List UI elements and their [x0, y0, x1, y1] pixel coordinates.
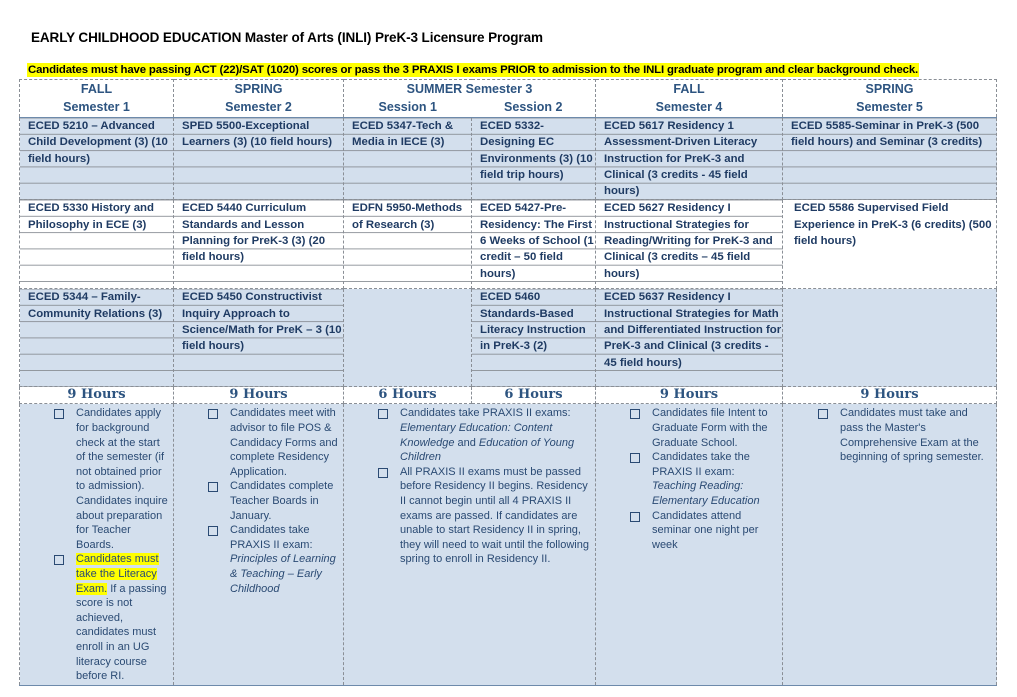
checklist-text: Candidates take PRAXIS II exam:: [230, 524, 313, 551]
course-cell: ECED 5332-Designing EC Environments (3) (10 field trip hours): [472, 118, 596, 200]
hours-total: 9 Hours: [783, 387, 997, 404]
course-row-1: [20, 118, 997, 200]
page-title: EARLY CHILDHOOD EDUCATION Master of Arts (INLI) PreK-3 Licensure Program: [31, 30, 543, 45]
notes-spring-5: [783, 404, 997, 686]
course-cell: ECED 5344 – Family-Community Relations (3): [20, 289, 174, 387]
course-cell: ECED 5637 Residency I Instructional Strategies for Math and Differentiated Instruction for PreK-3 and Clinical (3 credits - 45 field hours): [596, 289, 783, 387]
course-row-3: [20, 289, 997, 387]
checkbox-icon[interactable]: [54, 409, 64, 419]
semester-label: Semester 2: [225, 100, 292, 114]
course-cell: ECED 5347-Tech & Media in IECE (3): [344, 118, 472, 200]
exam-name: Principles of Learning & Teaching – Early Childhood: [230, 553, 336, 595]
hours-total: 9 Hours: [20, 387, 174, 404]
term-label: SPRING: [234, 82, 283, 96]
course-cell: ECED 5460 Standards-Based Literacy Instruction in PreK-3 (2): [472, 289, 596, 387]
checklist: [20, 406, 173, 683]
header-fall-semester-1: [20, 80, 174, 118]
notes-summer-3: [344, 404, 596, 686]
term-label: SUMMER Semester 3: [406, 82, 533, 96]
course-cell: ECED 5617 Residency 1 Assessment-Driven Literacy Instruction for PreK-3 and Clinical (3 credits - 45 field hours): [596, 118, 783, 200]
checkbox-icon[interactable]: [630, 453, 640, 463]
course-cell: [344, 289, 472, 387]
header-spring-semester-5: [783, 80, 997, 118]
course-cell: ECED 5586 Supervised Field Experience in PreK-3 (6 credits) (500 field hours): [783, 200, 997, 289]
program-schedule-table: [19, 79, 997, 686]
checklist-item: [400, 406, 589, 464]
semester-label: Semester 1: [63, 100, 130, 114]
course-cell: SPED 5500-Exceptional Learners (3) (10 field hours): [174, 118, 344, 200]
course-cell: ECED 5210 – Advanced Child Development (3) (10 field hours): [20, 118, 174, 200]
course-cell: [783, 289, 997, 387]
course-cell: ECED 5440 Curriculum Standards and Lesson Planning for PreK-3 (3) (20 field hours): [174, 200, 344, 289]
checklist: [174, 406, 343, 596]
checklist-item: [230, 523, 339, 596]
checklist-text: Candidates apply for background check at the start of the semester (if not obtained prior to admission). Candidates inquire about preparation for Teacher Boards.: [76, 407, 168, 551]
notes-row: [20, 404, 997, 686]
hours-row: [20, 387, 997, 404]
checklist-item: [652, 450, 776, 508]
session-1-label: Session 1: [378, 100, 437, 114]
checklist-item: [652, 406, 776, 450]
checklist-text: If a passing score is not achieved, candidates must enroll in an UG literacy course before RI.: [76, 582, 167, 683]
course-cell: EDFN 5950-Methods of Research (3): [344, 200, 472, 289]
term-label: SPRING: [865, 82, 914, 96]
hours-total: 6 Hours: [344, 387, 472, 404]
course-cell: ECED 5627 Residency I Instructional Strategies for Reading/Writing for PreK-3 and Clinical (3 credits – 45 field hours): [596, 200, 783, 289]
checklist-item: [400, 465, 589, 567]
notes-spring-2: [174, 404, 344, 686]
admission-requirement-banner: Candidates must have passing ACT (22)/SAT (1020) scores or pass the 3 PRAXIS I exams PRIOR to admission to the INLI graduate program and clear background check.: [28, 64, 919, 76]
header-row: [20, 80, 997, 118]
checklist-text: Candidates meet with advisor to file POS & Candidacy Forms and complete Residency Application.: [230, 407, 338, 478]
highlighted-text: Candidates must take the Literacy Exam.: [76, 553, 159, 595]
checkbox-icon[interactable]: [818, 409, 828, 419]
checklist-text: All PRAXIS II exams must be passed before Residency II begins. Residency II cannot begin until all 4 PRAXIS II exams are passed. If candidates are unable to start Residency II in spring, they will need to wait until the following spring to enroll in Residency II.: [400, 465, 589, 566]
checklist-text: Candidates complete Teacher Boards in January.: [230, 480, 334, 522]
course-cell: ECED 5330 History and Philosophy in ECE (3): [20, 200, 174, 289]
checklist-item: [840, 406, 988, 464]
checkbox-icon[interactable]: [630, 409, 640, 419]
checklist-item: [76, 406, 169, 552]
term-label: FALL: [80, 82, 113, 96]
checkbox-icon[interactable]: [378, 468, 388, 478]
checklist-item: [230, 479, 339, 523]
exam-name: Elementary Education: Content Knowledge: [400, 422, 553, 449]
checklist-text: and: [454, 436, 479, 449]
course-cell: ECED 5427-Pre-Residency: The First 6 Weeks of School (1 credit – 50 field hours): [472, 200, 596, 289]
hours-total: 9 Hours: [596, 387, 783, 404]
checkbox-icon[interactable]: [208, 526, 218, 536]
checkbox-icon[interactable]: [630, 512, 640, 522]
checklist-text: Candidates file Intent to Graduate Form with the Graduate School.: [652, 407, 768, 449]
checklist-item: [230, 406, 339, 479]
checklist: [596, 406, 782, 552]
semester-label: Semester 4: [655, 100, 723, 114]
checkbox-icon[interactable]: [378, 409, 388, 419]
checklist-text: Candidates take PRAXIS II exams:: [400, 407, 571, 420]
session-2-label: Session 2: [504, 100, 563, 114]
checklist: [783, 406, 996, 464]
checklist-item: [76, 552, 169, 683]
semester-label: Semester 5: [856, 100, 923, 114]
course-row-2: [20, 200, 997, 289]
checklist-text: Candidates attend seminar one night per week: [652, 509, 759, 551]
checklist-text: Candidates take the PRAXIS II exam:: [652, 451, 750, 478]
checkbox-icon[interactable]: [54, 555, 64, 565]
course-cell: ECED 5585-Seminar in PreK-3 (500 field hours) and Seminar (3 credits): [783, 118, 997, 200]
hours-total: 6 Hours: [472, 387, 596, 404]
notes-fall-1: [20, 404, 174, 686]
header-fall-semester-4: [596, 80, 783, 118]
checklist-item: [652, 509, 776, 553]
session-labels: [344, 98, 595, 116]
exam-name: Education of Young Children: [400, 436, 575, 464]
checkbox-icon[interactable]: [208, 409, 218, 419]
header-summer-semester-3: [344, 80, 596, 118]
notes-fall-4: [596, 404, 783, 686]
checkbox-icon[interactable]: [208, 482, 218, 492]
term-label: FALL: [673, 82, 705, 96]
exam-name: Teaching Reading: Elementary Education: [652, 480, 760, 508]
header-spring-semester-2: [174, 80, 344, 118]
checklist-text: Candidates must take and pass the Master's Comprehensive Exam at the beginning of spring semester.: [840, 407, 984, 464]
hours-total: 9 Hours: [174, 387, 344, 404]
checklist: [344, 406, 595, 567]
course-cell: ECED 5450 Constructivist Inquiry Approach to Science/Math for PreK – 3 (10 field hours): [174, 289, 344, 387]
